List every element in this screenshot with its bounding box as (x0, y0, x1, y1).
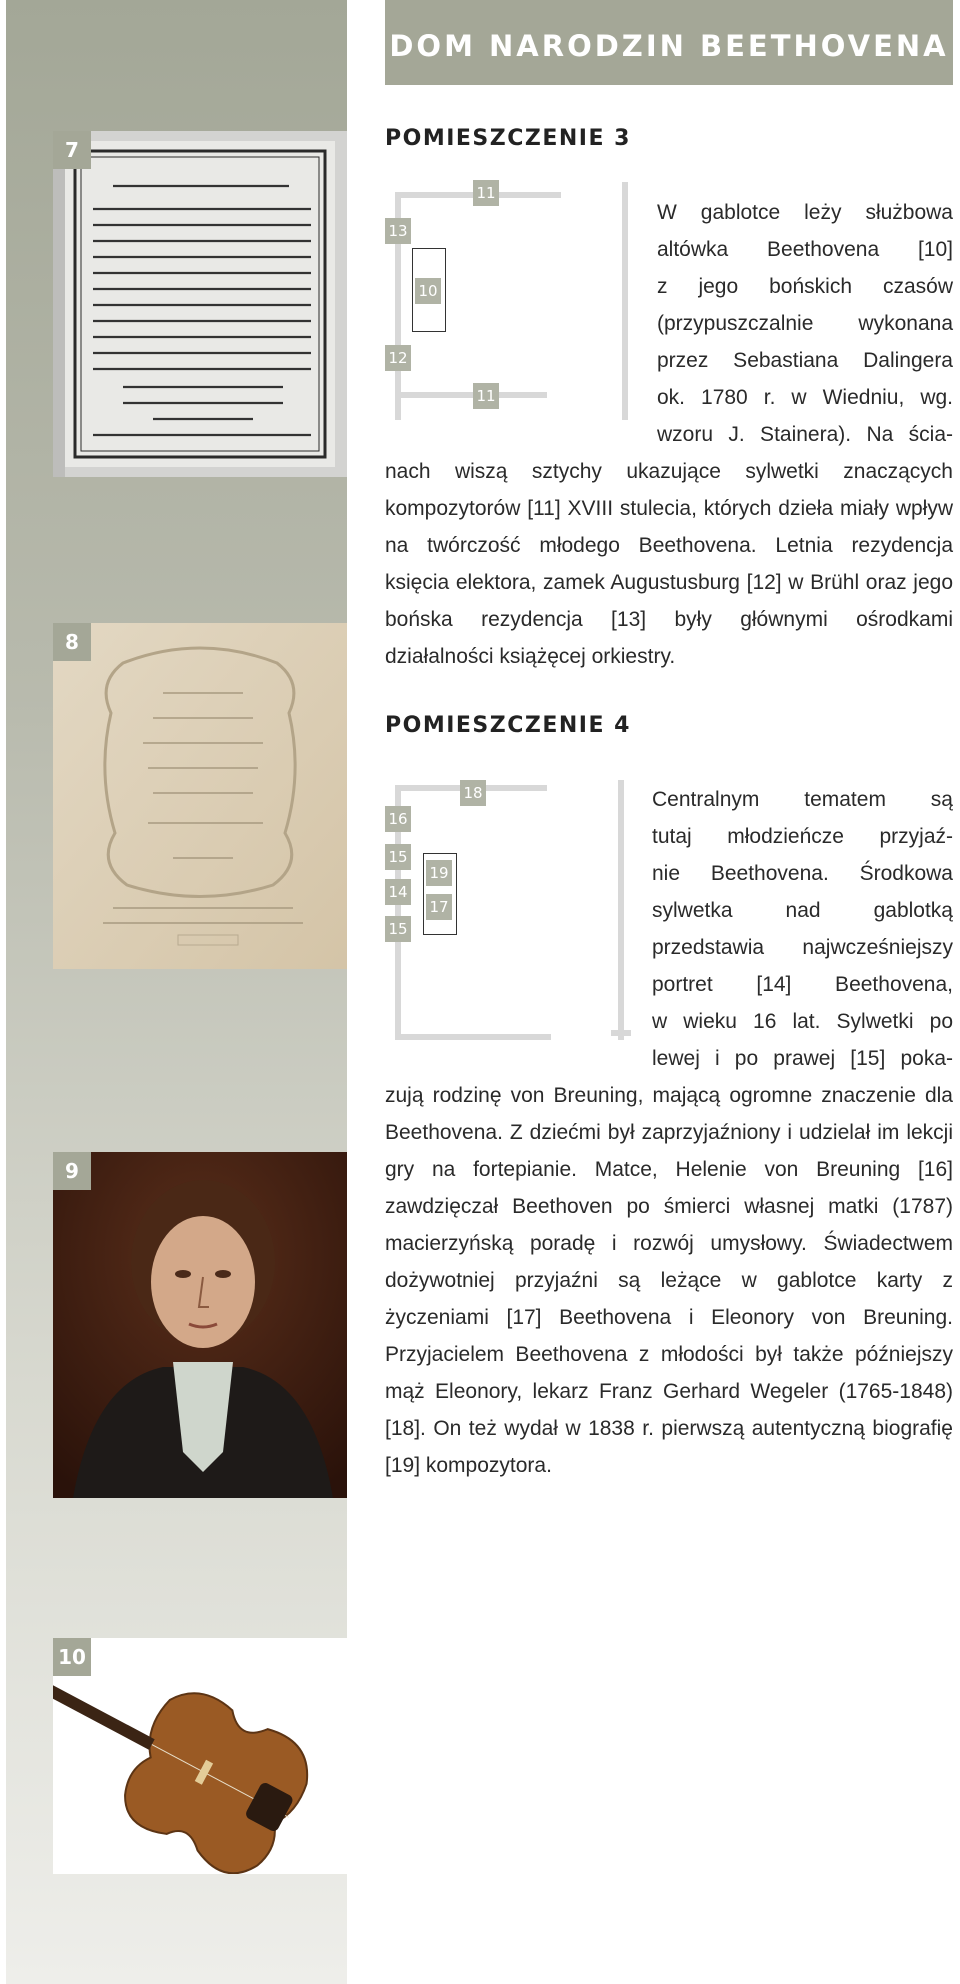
text-line: z jego bońskich czasów (657, 275, 953, 298)
room-3-text-top (657, 194, 953, 453)
room-4-title: POMIESZCZENIE 4 (385, 713, 631, 738)
text-line: Centralnym tematem są (652, 788, 953, 811)
text-line: portret [14] Beethovena, (652, 973, 953, 996)
text-line: lewej i po prawej [15] poka- (652, 1047, 953, 1070)
figure-9-portrait-image (53, 1152, 347, 1498)
room-3-text-body (385, 453, 953, 675)
plan-label: 15 (385, 916, 411, 942)
room-4-text-top (652, 781, 953, 1077)
text-line: wzoru J. Stainera). Na ścia- (657, 423, 953, 446)
text-line: przez Sebastiana Dalingera (657, 349, 953, 372)
figure-8-title-page-image (53, 623, 347, 969)
text-line: W gablotce leży służbowa (657, 201, 953, 224)
page-header (385, 0, 953, 85)
text-line: w wieku 16 lat. Sylwetki po (652, 1010, 953, 1033)
text-line: sylwetka nad gablotką (652, 899, 953, 922)
paragraph: zują rodzinę von Breuning, mającą ogromne znaczenie dla Beethovena. Z dziećmi był zaprzyjaźniony i udzielał im lekcji gry na fortepianie. Matce, Helenie von Breuning [16] zawdzięczał Beethoven po śmierci własnej matki (1787) macierzyńską poradę i rozwój umysłowy. Świadectwem dożywotniej przyjaźni są leżące w gablotce karty z życzeniami [17] Beethovena i Eleonory von Breuning. Przyjacielem Beethovena z młodości był także późniejszy mąż Eleonory, lekarz Franz Gerhard Wegeler (1765-1848) [18]. On też wydał w 1838 r. pierwszą autentyczną biografię [19] kompozytora. (385, 1084, 953, 1477)
plan-label: 14 (385, 879, 411, 905)
title-page-drawing (53, 623, 347, 969)
text-line: (przypuszczalnie wykonana (657, 312, 953, 335)
text-line: tutaj młodzieńcze przyjaź- (652, 825, 953, 848)
text-line: nie Beethovena. Środkowa (652, 862, 953, 885)
text-line: przedstawia najwcześniejszy (652, 936, 953, 959)
plan-label: 17 (426, 894, 452, 920)
portrait-drawing (53, 1152, 347, 1498)
room-3-title: POMIESZCZENIE 3 (385, 126, 631, 151)
plan-label: 15 (385, 844, 411, 870)
plan-label: 12 (385, 345, 411, 371)
plan-label: 13 (385, 218, 411, 244)
text-line: altówka Beethovena [10] (657, 238, 953, 261)
figure-7-number: 7 (53, 131, 91, 169)
room-4-floor-plan (385, 780, 635, 1055)
plan-label: 18 (460, 780, 486, 806)
plan-label: 16 (385, 806, 411, 832)
page-title: DOM NARODZIN BEETHOVENA (389, 28, 949, 63)
plan-label: 10 (415, 278, 441, 304)
text-line: ok. 1780 r. w Wiedniu, wg. (657, 386, 953, 409)
plan-label: 11 (473, 383, 499, 409)
figure-10-viola-image (53, 1638, 347, 1874)
notice-document-drawing (53, 131, 347, 477)
figure-10-number: 10 (53, 1638, 91, 1676)
plan-label: 19 (426, 860, 452, 886)
viola-drawing (53, 1638, 347, 1874)
plan-label: 11 (473, 180, 499, 206)
room-3-floor-plan (385, 180, 635, 420)
figure-9-number: 9 (53, 1152, 91, 1190)
paragraph: nach wiszą sztychy ukazujące sylwetki znaczących kompozytorów [11] XVIII stulecia, których dzieła miały wpływ na twórczość młodego Beethovena. Letnia rezydencja księcia elektora, zamek Augustusburg [12] w Brühl oraz jego bońska rezydencja [13] były głównymi ośrodkami działalności książęcej orkiestry. (385, 460, 953, 668)
room-4-text-body (385, 1077, 953, 1484)
figure-8-number: 8 (53, 623, 91, 661)
figure-7-notice-image (53, 131, 347, 477)
